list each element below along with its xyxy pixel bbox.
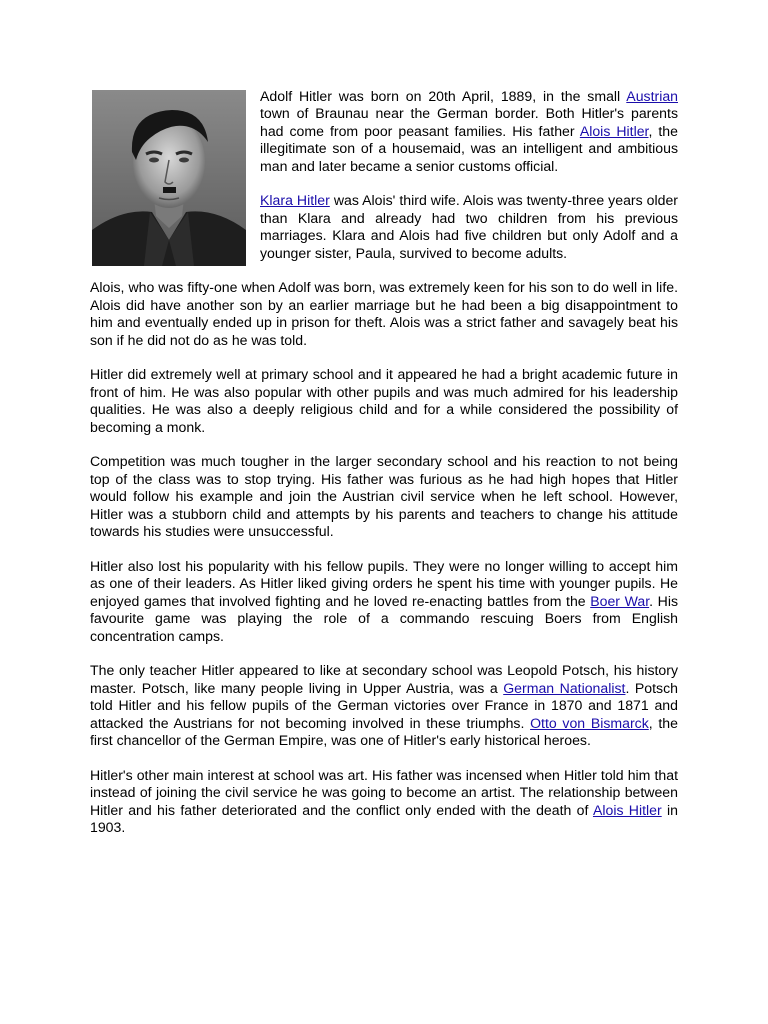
link-alois-hitler[interactable]: Alois Hitler [579, 122, 649, 139]
text: Adolf Hitler was born on 20th April, 1889, in the small [260, 88, 627, 104]
text: Hitler also lost his popularity with his fellow pupils. They were no longer willing to accept him as one of their leaders. As Hitler liked giving orders he spent his time with younger pupils. He enjoyed games that involved fighting and he loved re-enacting battles from the [90, 557, 678, 609]
link-boer-war[interactable]: Boer War [590, 592, 650, 609]
text: Alois, who was fifty-one when Adolf was born, was extremely keen for his son to do well in life. Alois did have another son by an earlier marriage but he had been a big disappointment to him and eventually ended up in prison for theft. Alois was a strict father and savagely beat his son if he did not do as he was told. [90, 279, 678, 348]
text: Competition was much tougher in the larger secondary school and his reaction to not being top of the class was to stop trying. His father was furious as he had high hopes that Hitler would follow his example and join the Austrian civil service when he left school. However, Hitler was a stubborn child and attempts by his parents and teachers to change his attitude towards his studies were unsuccessful. [90, 453, 678, 540]
text: Hitler's other main interest at school was art. His father was incensed when Hitler told him that instead of joining the civil service he was going to become an artist. The relationship between Hitler and his father deteriorated and the conflict only ended with the death of [90, 766, 678, 818]
text: , the illegitimate son of a housemaid, was an intelligent and ambitious man and later became a senior customs official. [260, 122, 678, 174]
paragraph-8 [90, 767, 678, 837]
portrait-photo [92, 90, 246, 266]
link-klara-hitler[interactable]: Klara Hitler [260, 192, 330, 209]
text: , the first chancellor of the German Empire, was one of Hitler's early historical heroes. [90, 714, 678, 748]
portrait-photo-icon [92, 90, 246, 266]
paragraph-4 [90, 366, 678, 436]
paragraph-5 [90, 453, 678, 540]
document-body [90, 88, 678, 854]
link-alois-hitler-2[interactable]: Alois Hitler [592, 801, 662, 818]
text: was Alois' third wife. Alois was twenty-three years older than Klara and already had two children from his previous marriages. Klara and Alois had five children but only Adolf and a younger sister, Paula, survived to become adults. [260, 192, 678, 261]
paragraph-7 [90, 662, 678, 749]
text: . Potsch told Hitler and his fellow pupils of the German victories over France in 1870 and 1871 and attacked the Austrians for not becoming involved in these triumphs. [90, 679, 678, 731]
text: The only teacher Hitler appeared to like at secondary school was Leopold Potsch, his history master. Potsch, like many people living in Upper Austria, was a [90, 662, 678, 696]
link-otto-von-bismarck[interactable]: Otto von Bismarck [530, 714, 649, 731]
text: town of Braunau near the German border. Both Hitler's parents had come from poor peasant families. His father [260, 105, 678, 139]
paragraph-3 [90, 279, 678, 349]
text: in 1903. [90, 801, 678, 835]
paragraph-6 [90, 558, 678, 645]
text: Hitler did extremely well at primary school and it appeared he had a bright academic future in front of him. He was also popular with other pupils and was much admired for his leadership qualities. He was also a deeply religious child and for a while considered the possibility of becoming a monk. [90, 366, 678, 435]
link-german-nationalist[interactable]: German Nationalist [503, 679, 626, 696]
text: . His favourite game was playing the role of a commando rescuing Boers from English concentration camps. [90, 592, 678, 644]
link-austrian[interactable]: Austrian [626, 88, 678, 104]
